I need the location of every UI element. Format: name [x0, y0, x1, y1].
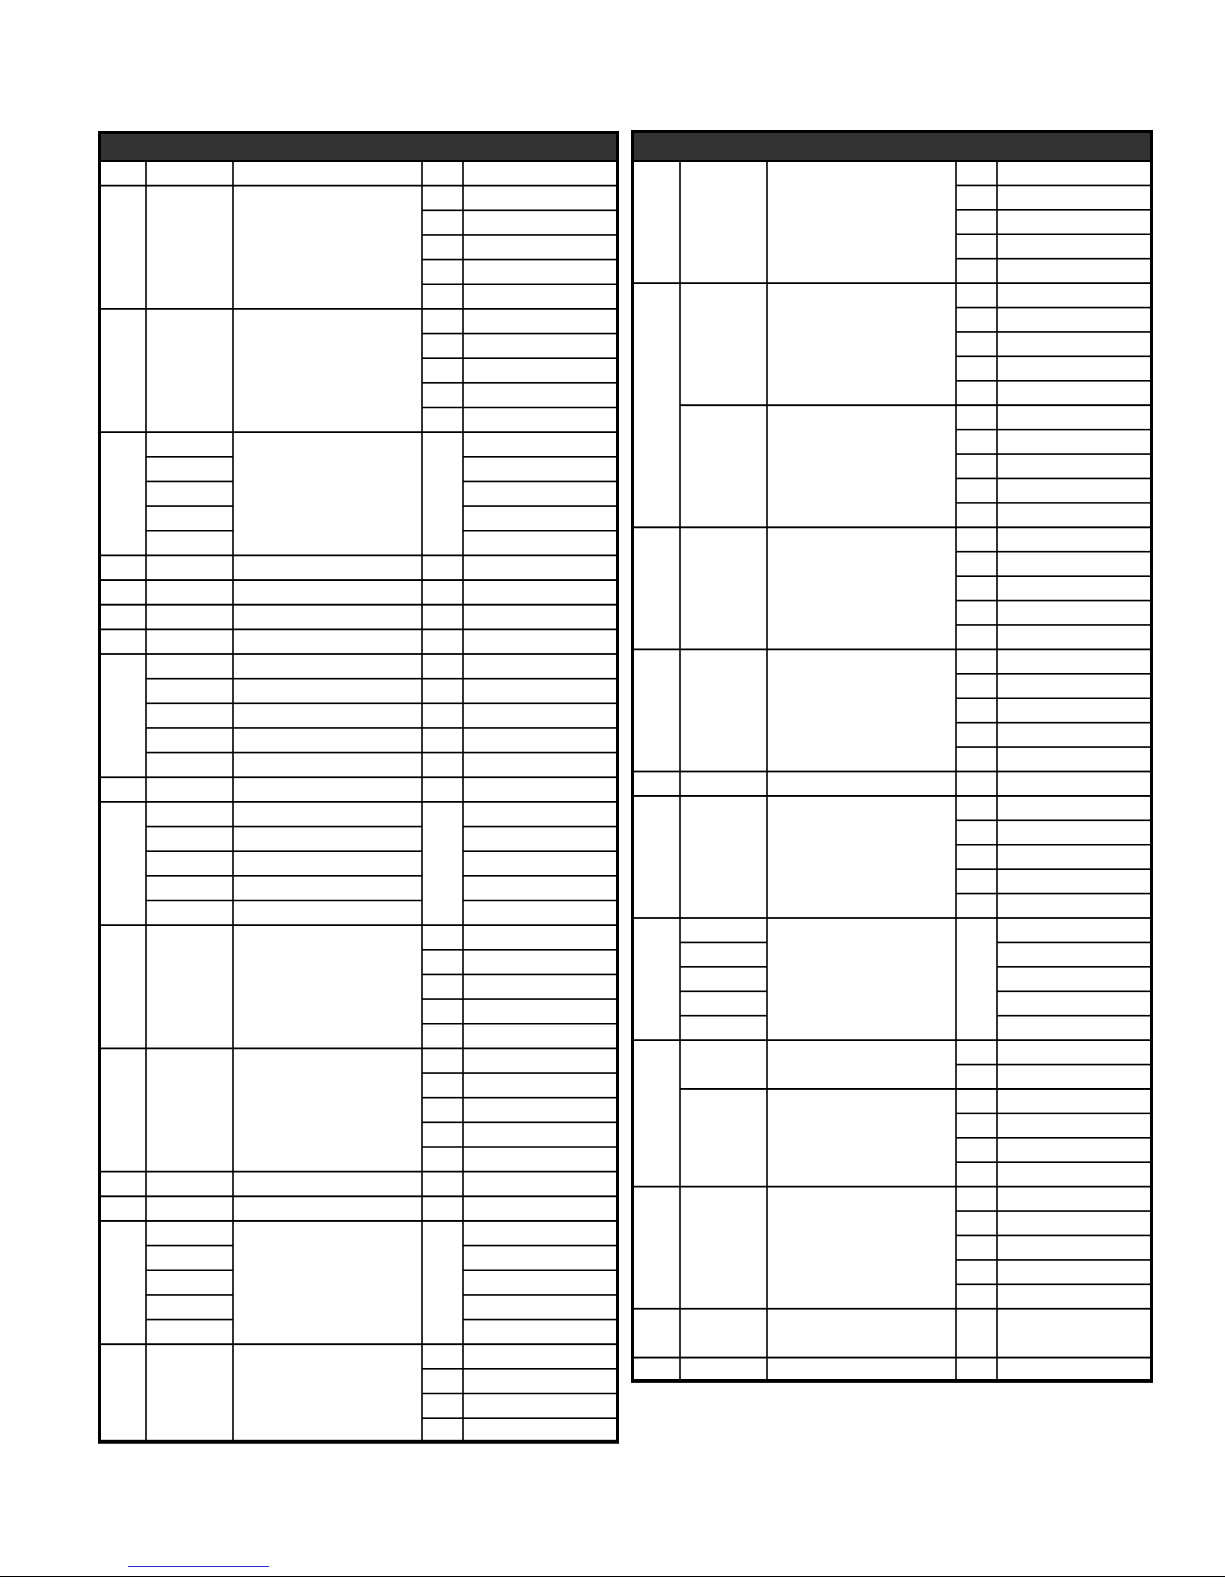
table-background — [631, 130, 1153, 1382]
left-table — [98, 131, 622, 1463]
table-header-bar — [98, 131, 619, 161]
footer-link[interactable] — [128, 1566, 269, 1567]
footer-rule — [0, 1576, 1225, 1577]
right-table — [631, 130, 1157, 1406]
left-table-grid — [98, 131, 622, 1463]
right-table-grid — [631, 130, 1157, 1406]
table-header-bar — [631, 130, 1153, 161]
